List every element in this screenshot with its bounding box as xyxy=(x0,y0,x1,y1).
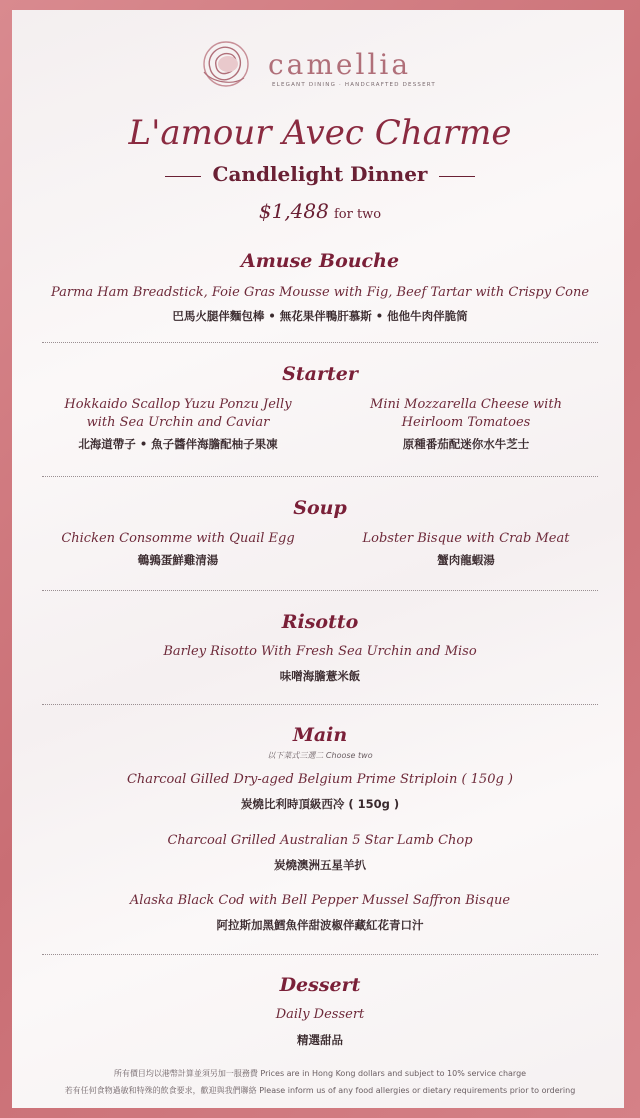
divider xyxy=(42,954,598,955)
subtitle-rule-right xyxy=(439,176,475,177)
divider xyxy=(42,590,598,591)
risotto-en: Barley Risotto With Fresh Sea Urchin and Miso xyxy=(163,644,477,659)
soup-left-zh: 鵪鶉蛋鮮雞清湯 xyxy=(137,553,219,567)
main-heading: Main xyxy=(292,724,348,746)
starter-right-zh: 原種番茄配迷你水牛芝士 xyxy=(402,437,530,451)
dessert-heading: Dessert xyxy=(279,974,361,996)
divider xyxy=(42,704,598,705)
camellia-flower-icon xyxy=(198,38,262,90)
soup-right xyxy=(326,531,606,568)
menu-subtitle: Candlelight Dinner xyxy=(212,162,428,186)
starter-left-zh: 北海道帶子 • 魚子醬伴海膽配柚子果凍 xyxy=(78,437,278,451)
amuse-heading: Amuse Bouche xyxy=(240,250,400,272)
starter-left-en-2: with Sea Urchin and Caviar xyxy=(86,415,270,430)
main-choose-note: 以下菜式三選二 Choose two xyxy=(267,751,373,760)
dessert-en: Daily Dessert xyxy=(275,1007,365,1022)
dessert-zh: 精選甜品 xyxy=(297,1033,343,1047)
starter-right-en-1: Mini Mozzarella Cheese with xyxy=(370,397,562,412)
menu-title: L'amour Avec Charme xyxy=(128,113,512,153)
risotto-heading: Risotto xyxy=(281,611,359,633)
soup-left-en: Chicken Consomme with Quail Egg xyxy=(61,531,295,546)
divider xyxy=(42,476,598,477)
brand-tagline: ELEGANT DINING · HANDCRAFTED DESSERT xyxy=(272,82,436,88)
risotto-zh: 味噌海膽薏米飯 xyxy=(279,669,361,683)
soup-right-en: Lobster Bisque with Crab Meat xyxy=(362,531,570,546)
starter-heading: Starter xyxy=(282,363,358,385)
menu-price-note: for two xyxy=(333,207,382,222)
brand-name: camellia xyxy=(268,48,412,81)
divider xyxy=(42,342,598,343)
main-item2-zh: 炭燒澳洲五星羊扒 xyxy=(274,858,366,872)
footer-service-note: 所有價目均以港幣計算並須另加一服務費 Prices are in Hong Kong dollars and subject to 10% service charge xyxy=(113,1069,527,1078)
soup-left xyxy=(38,531,318,568)
amuse-en: Parma Ham Breadstick, Foie Gras Mousse with Fig, Beef Tartar with Crispy Cone xyxy=(50,285,590,300)
main-item1-zh: 炭燒比利時頂級西冷 ( 150g ) xyxy=(240,797,400,811)
subtitle-rule-left xyxy=(165,176,201,177)
menu-subtitle-row xyxy=(0,162,640,186)
starter-right xyxy=(326,397,606,452)
main-item2-en: Charcoal Grilled Australian 5 Star Lamb Chop xyxy=(167,833,473,848)
soup-right-zh: 蟹肉龍蝦湯 xyxy=(437,553,495,567)
menu-price: $1,488 xyxy=(258,199,329,223)
starter-left xyxy=(38,397,318,452)
main-item3-en: Alaska Black Cod with Bell Pepper Mussel Saffron Bisque xyxy=(129,893,511,908)
footer-allergy-note: 若有任何食物過敏和特殊的飲食要求，歡迎與我們聯絡 Please inform us of any food allergies or dietary requirements prior to ordering xyxy=(64,1086,576,1095)
amuse-zh: 巴馬火腿伴麵包棒 • 無花果伴鴨肝慕斯 • 他他牛肉伴脆筒 xyxy=(172,309,468,323)
menu-price-row xyxy=(0,199,640,223)
starter-right-en-2: Heirloom Tomatoes xyxy=(401,415,531,430)
main-item1-en: Charcoal Gilled Dry-aged Belgium Prime Striploin ( 150g ) xyxy=(126,772,514,787)
main-item3-zh: 阿拉斯加黑鱈魚伴甜波椒伴藏紅花青口汁 xyxy=(216,918,424,932)
soup-heading: Soup xyxy=(293,497,347,519)
starter-left-en-1: Hokkaido Scallop Yuzu Ponzu Jelly xyxy=(64,397,292,412)
